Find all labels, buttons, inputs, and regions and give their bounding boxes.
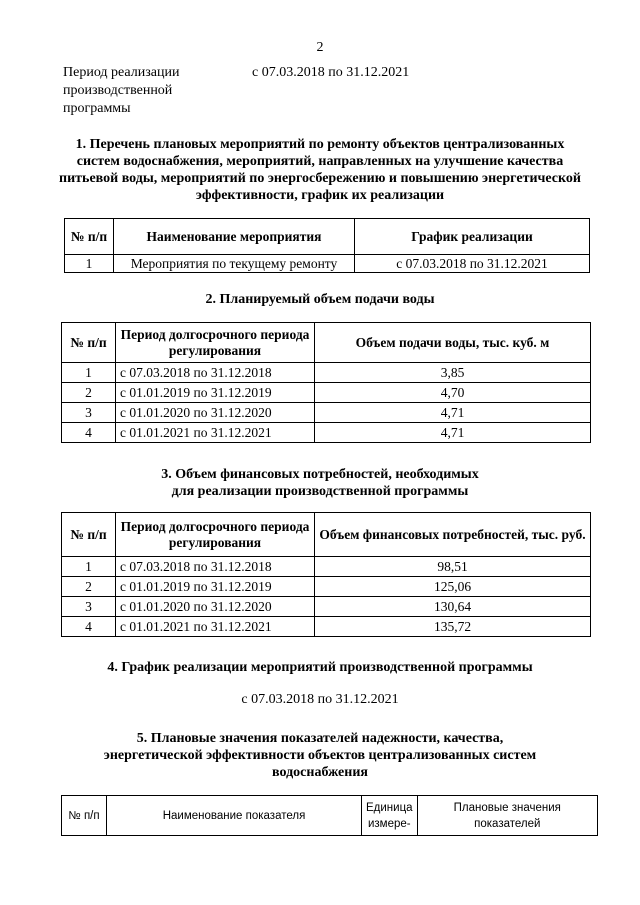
header-indicator: Наименование показателя [107,796,362,836]
table-row [62,383,591,403]
table-row [62,403,591,423]
cell-number: 1 [65,255,114,273]
cell-period: с 01.01.2019 по 31.12.2019 [116,383,315,403]
table-header-row [62,796,598,836]
cell-period: с 07.03.2018 по 31.12.2018 [116,557,315,577]
cell-volume: 3,85 [315,363,591,383]
cell-number: 1 [62,557,116,577]
table-row [62,617,591,637]
section4-title: 4. График реализации мероприятий производственной программы [107,660,533,675]
section5-title: 5. Плановые значения показателей надежности, качества, энергетической эффективности объектов централизованных систем водоснабжения [103,731,537,780]
header-number: № п/п [62,796,107,836]
cell-number: 4 [62,423,116,443]
section3-table [61,512,591,637]
cell-name: Мероприятия по текущему ремонту [114,255,355,273]
header-period: Период долгосрочного периода регулирования [116,323,315,363]
header-name: Наименование мероприятия [114,219,355,255]
table-header-row [65,219,590,255]
cell-finance: 98,51 [315,557,591,577]
section1-title: 1. Перечень плановых мероприятий по ремонту объектов централизованных систем водоснабжения, мероприятий, направленных на улучшение качества питьевой воды, мероприятий по энергосбережению и повышению энергетической эффективности, график их реализации [59,137,581,203]
header-number: № п/п [65,219,114,255]
cell-number: 2 [62,383,116,403]
header-volume: Объем подачи воды, тыс. куб. м [315,323,591,363]
cell-volume: 4,71 [315,403,591,423]
period-value: с 07.03.2018 по 31.12.2021 [252,65,410,80]
table-header-row [62,323,591,363]
header-period: Период долгосрочного периода регулирования [116,513,315,557]
cell-number: 2 [62,577,116,597]
table-row [62,557,591,577]
cell-period: с 01.01.2021 по 31.12.2021 [116,423,315,443]
header-finance: Объем финансовых потребностей, тыс. руб. [315,513,591,557]
page-number: 2 [316,40,324,55]
cell-finance: 125,06 [315,577,591,597]
table-row [65,255,590,273]
table-row [62,363,591,383]
cell-schedule: с 07.03.2018 по 31.12.2021 [355,255,590,273]
cell-period: с 01.01.2020 по 31.12.2020 [116,597,315,617]
header-number: № п/п [62,513,116,557]
table-row [62,577,591,597]
section1-table [64,218,590,273]
cell-volume: 4,71 [315,423,591,443]
section5-table [61,795,598,836]
table-header-row [62,513,591,557]
period-label: Период реализации производственной программы [63,65,180,116]
cell-number: 4 [62,617,116,637]
cell-number: 3 [62,403,116,423]
header-number: № п/п [62,323,116,363]
section2-table [61,322,591,443]
section4-period: с 07.03.2018 по 31.12.2021 [241,692,399,707]
header-planned-values: Плановые значения показателей [417,796,597,836]
table-row [62,423,591,443]
cell-period: с 01.01.2020 по 31.12.2020 [116,403,315,423]
cell-finance: 130,64 [315,597,591,617]
cell-period: с 01.01.2021 по 31.12.2021 [116,617,315,637]
cell-period: с 07.03.2018 по 31.12.2018 [116,363,315,383]
cell-number: 3 [62,597,116,617]
table-row [62,597,591,617]
cell-number: 1 [62,363,116,383]
section3-title: 3. Объем финансовых потребностей, необходимых для реализации производственной программы [161,467,479,499]
cell-finance: 135,72 [315,617,591,637]
header-unit: Единица измере- [362,796,418,836]
section2-title: 2. Планируемый объем подачи воды [205,292,435,307]
header-schedule: График реализации [355,219,590,255]
cell-period: с 01.01.2019 по 31.12.2019 [116,577,315,597]
cell-volume: 4,70 [315,383,591,403]
